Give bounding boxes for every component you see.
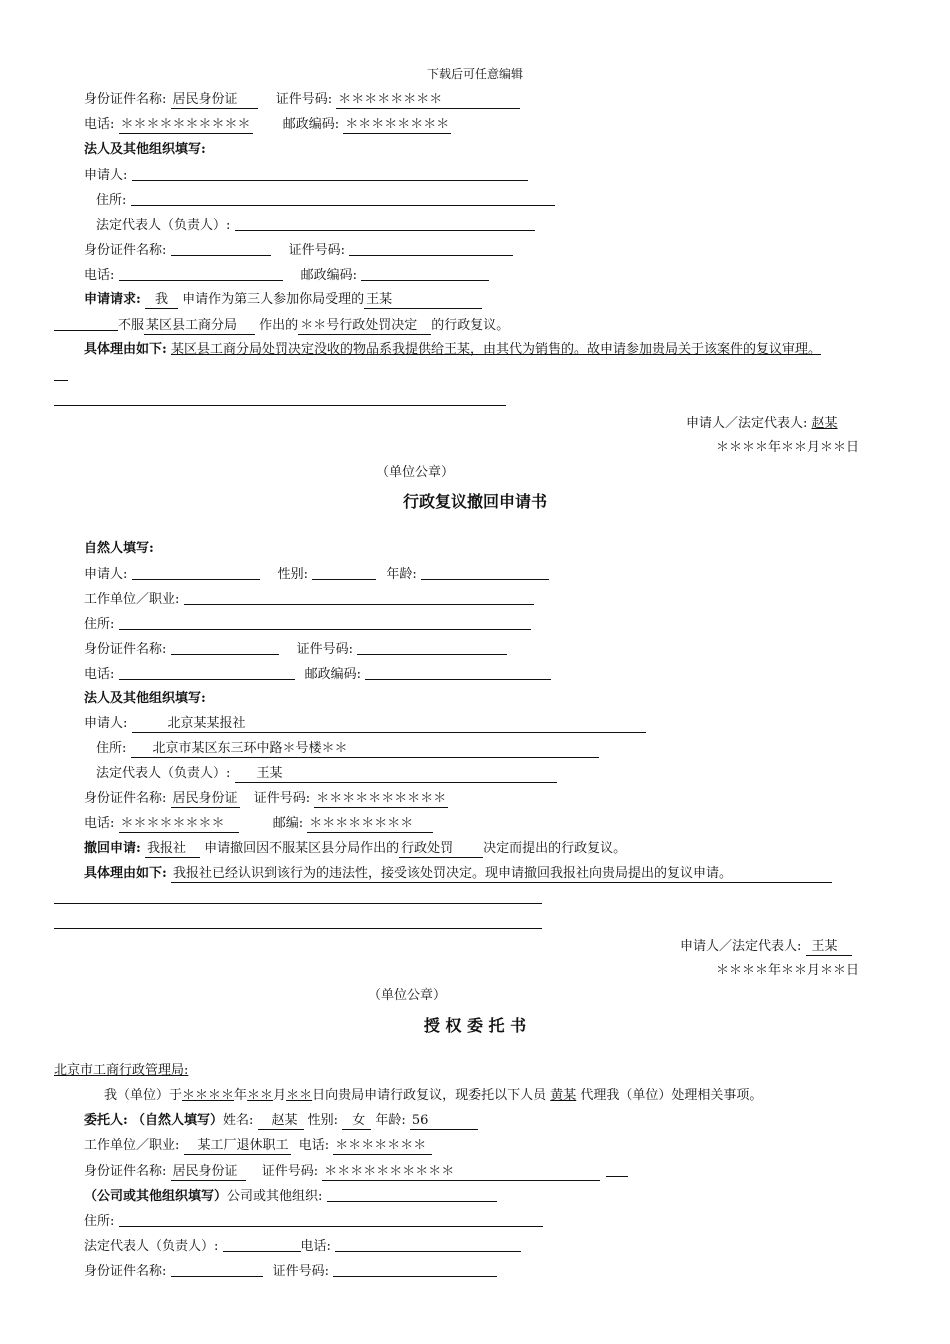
id-no-value[interactable]: ＊＊＊＊＊＊＊＊	[336, 92, 520, 109]
legal-applicant-row-2: 申请人: 北京某某报社	[84, 716, 646, 733]
legal-rep-value[interactable]: 王某	[235, 766, 557, 783]
natural-post-field[interactable]	[365, 666, 551, 680]
company-row: （公司或其他组织填写）公司或其他组织:	[84, 1188, 497, 1205]
request-who[interactable]: 我	[145, 292, 178, 309]
natural-address-field[interactable]	[119, 616, 531, 630]
client-id-no[interactable]: ＊＊＊＊＊＊＊＊＊＊	[322, 1164, 600, 1181]
withdraw-signature-date: ＊＊＊＊年＊＊月＊＊日	[716, 963, 860, 978]
company-rep-row: 法定代表人（负责人）: 电话:	[84, 1238, 521, 1255]
withdraw-signature-name[interactable]: 王某	[806, 939, 852, 956]
client-phone[interactable]: ＊＊＊＊＊＊＊	[333, 1138, 432, 1155]
phone-row: 电话: ＊＊＊＊＊＊＊＊＊＊ 邮政编码: ＊＊＊＊＊＊＊＊	[84, 117, 450, 132]
legal-id-row-2: 身份证件名称: 居民身份证 证件号码: ＊＊＊＊＊＊＊＊＊＊	[84, 791, 447, 806]
natural-address-row: 住所:	[84, 616, 531, 633]
legal-address-value[interactable]: 北京市某区东三环中路＊号楼＊＊	[131, 741, 599, 758]
intro-month[interactable]: ＊＊	[247, 1088, 274, 1103]
legal-post-value[interactable]: ＊＊＊＊＊＊＊＊	[307, 816, 433, 833]
company-rep-field[interactable]	[223, 1238, 301, 1252]
legal-applicant-row: 申请人:	[84, 167, 528, 184]
legal-post-field[interactable]	[361, 267, 489, 281]
authorization-title: 授 权 委 托 书	[423, 1016, 527, 1035]
withdraw-who[interactable]: 我报社	[145, 841, 200, 858]
client-gender[interactable]: 女	[342, 1113, 371, 1130]
legal-phone-row: 电话: 邮政编码:	[84, 267, 489, 284]
intro-year[interactable]: ＊＊＊＊	[182, 1088, 235, 1103]
phone-value[interactable]: ＊＊＊＊＊＊＊＊＊＊	[120, 117, 251, 132]
legal-address-field[interactable]	[131, 192, 555, 206]
request-row: 申请请求: 我 申请作为第三人参加你局受理的 王某	[84, 292, 482, 309]
natural-applicant-field[interactable]	[132, 566, 260, 580]
withdraw-reason-line-2	[54, 903, 542, 904]
authorization-addressee: 北京市工商行政管理局:	[54, 1063, 189, 1078]
request-org[interactable]: 某区县工商分局	[144, 318, 255, 335]
reason-text[interactable]: 某区县工商分局处罚决定没收的物品系我提供给王某，由其代为销售的。故申请参加贵局关于该案件的复议审理。	[170, 342, 821, 357]
legal-heading-2: 法人及其他组织填写:	[84, 691, 206, 706]
legal-phone-field[interactable]	[119, 267, 283, 281]
intro-day[interactable]: ＊＊	[286, 1088, 313, 1103]
client-work[interactable]: 某工厂退休职工	[184, 1138, 291, 1155]
signature-date: ＊＊＊＊年＊＊月＊＊日	[716, 440, 860, 455]
withdraw-doc[interactable]: 行政处罚	[399, 841, 483, 858]
legal-id-name-field[interactable]	[171, 242, 271, 256]
legal-rep-row: 法定代表人（负责人）:	[96, 217, 535, 234]
signature-row: 申请人／法定代表人: 赵某	[686, 416, 838, 431]
natural-work-field[interactable]	[184, 591, 534, 605]
reason-line-2	[54, 380, 68, 381]
withdraw-signature-row: 申请人／法定代表人: 王某	[680, 939, 852, 956]
legal-heading: 法人及其他组织填写:	[84, 142, 206, 157]
withdraw-seal-note: （单位公章）	[367, 988, 446, 1003]
legal-applicant-value[interactable]: 北京某某报社	[132, 716, 646, 733]
withdraw-title: 行政复议撤回申请书	[402, 492, 547, 511]
natural-work-row: 工作单位／职业:	[84, 591, 534, 608]
natural-heading: 自然人填写:	[84, 541, 154, 556]
signature-name[interactable]: 赵某	[811, 416, 838, 431]
company-id-row: 身份证件名称: 证件号码:	[84, 1263, 497, 1280]
legal-id-name-value[interactable]: 居民身份证	[172, 791, 238, 806]
client-row: 委托人: （自然人填写）姓名: 赵某 性别: 女 年龄: 56	[84, 1113, 478, 1130]
request-doc[interactable]: ＊＊号行政处罚决定	[298, 318, 431, 335]
legal-address-row-2: 住所: 北京市某区东三环中路＊号楼＊＊	[96, 741, 599, 758]
natural-applicant-row: 申请人: 性别: 年龄:	[84, 566, 549, 583]
client-age[interactable]: 56	[410, 1113, 479, 1130]
authorization-intro: 我（单位）于＊＊＊＊年＊＊月＊＊日向贵局申请行政复议，现委托以下人员 黄某 代理我（单位）处理相关事项。	[104, 1088, 763, 1103]
client-id-name[interactable]: 居民身份证	[171, 1164, 246, 1181]
intro-agent[interactable]: 黄某	[550, 1088, 577, 1103]
legal-phone-row-2: 电话: ＊＊＊＊＊＊＊＊ 邮编: ＊＊＊＊＊＊＊＊	[84, 816, 433, 833]
company-field[interactable]	[327, 1188, 497, 1202]
seal-note: （单位公章）	[375, 465, 454, 480]
client-id-row: 身份证件名称: 居民身份证 证件号码: ＊＊＊＊＊＊＊＊＊＊	[84, 1163, 628, 1181]
request-party[interactable]: 王某	[364, 292, 482, 309]
natural-age-field[interactable]	[421, 566, 549, 580]
withdraw-row: 撤回申请: 我报社 申请撤回因不服某区县分局作出的 行政处罚 决定而提出的行政复议。	[84, 841, 627, 856]
withdraw-reason-row: 具体理由如下: 我报社已经认识到该行为的违法性，接受该处罚决定。现申请撤回我报社向贵局提出的复议申请。	[84, 866, 832, 883]
legal-rep-row-2: 法定代表人（负责人）: 王某	[96, 766, 557, 783]
legal-phone-value[interactable]: ＊＊＊＊＊＊＊＊	[119, 816, 239, 833]
id-name-row: 身份证件名称: 居民身份证 证件号码: ＊＊＊＊＊＊＊＊	[84, 92, 520, 109]
natural-id-name-field[interactable]	[171, 641, 279, 655]
withdraw-reason-line-3	[54, 928, 542, 929]
company-address-row: 住所:	[84, 1213, 543, 1230]
legal-id-no-value[interactable]: ＊＊＊＊＊＊＊＊＊＊	[316, 791, 447, 806]
natural-phone-field[interactable]	[119, 666, 295, 680]
natural-id-no-field[interactable]	[357, 641, 507, 655]
post-value[interactable]: ＊＊＊＊＊＊＊＊	[345, 117, 450, 132]
id-name-value[interactable]: 居民身份证	[171, 92, 258, 109]
legal-address-row: 住所:	[96, 192, 555, 209]
withdraw-reason-text[interactable]: 我报社已经认识到该行为的违法性，接受该处罚决定。现申请撤回我报社向贵局提出的复议申请。	[171, 866, 832, 883]
client-name[interactable]: 赵某	[258, 1113, 304, 1130]
natural-gender-field[interactable]	[312, 566, 376, 580]
company-phone-field[interactable]	[335, 1238, 521, 1252]
reason-row: 具体理由如下: 某区县工商分局处罚决定没收的物品系我提供给王某，由其代为销售的。故申请参加贵局关于该案件的复议审理。	[84, 342, 821, 357]
legal-applicant-field[interactable]	[132, 167, 528, 181]
natural-id-row: 身份证件名称: 证件号码:	[84, 641, 507, 658]
company-id-name-field[interactable]	[171, 1263, 263, 1277]
request-row-2: 不服 某区县工商分局 作出的 ＊＊号行政处罚决定 的行政复议。	[54, 317, 509, 335]
reason-line-3	[54, 405, 506, 406]
legal-id-no-field[interactable]	[349, 242, 513, 256]
company-address-field[interactable]	[119, 1213, 543, 1227]
natural-phone-row: 电话: 邮政编码:	[84, 666, 551, 683]
legal-id-row: 身份证件名称: 证件号码:	[84, 242, 513, 259]
client-work-row: 工作单位／职业: 某工厂退休职工 电话: ＊＊＊＊＊＊＊	[84, 1138, 432, 1155]
header-note: 下载后可任意编辑	[426, 67, 523, 81]
legal-rep-field[interactable]	[235, 217, 535, 231]
company-id-no-field[interactable]	[333, 1263, 497, 1277]
